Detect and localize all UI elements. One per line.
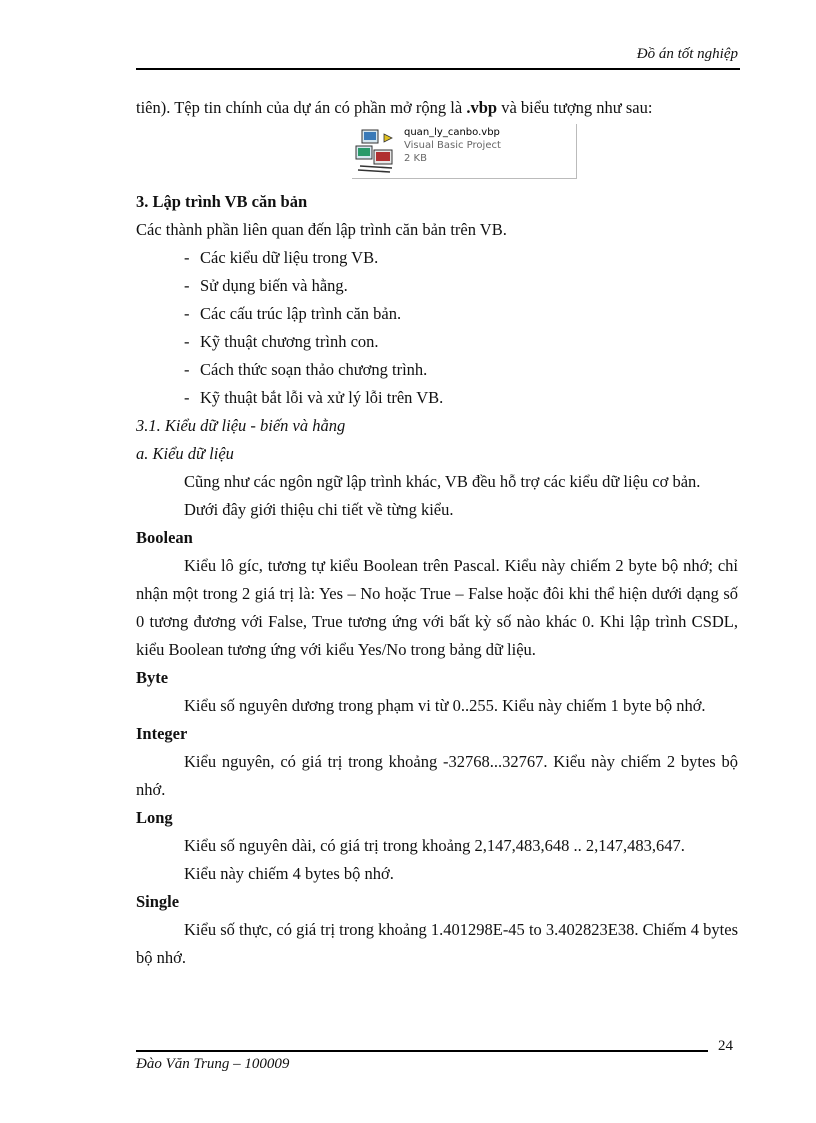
- list-item: - Sử dụng biến và hằng.: [184, 276, 348, 295]
- type-boolean-heading: Boolean: [136, 528, 193, 547]
- figure-container: [136, 122, 738, 184]
- type-long-description-2: Kiểu này chiếm 4 bytes bộ nhớ.: [184, 864, 394, 883]
- vbp-extension: .vbp: [466, 98, 498, 117]
- section-3-list: [136, 244, 738, 412]
- list-item: - Các cấu trúc lập trình căn bản.: [184, 304, 402, 323]
- intro-text: tiên). Tệp tin chính của dự án có phần mở rộng là: [136, 98, 467, 117]
- type-boolean-description: Kiểu lô gíc, tương tự kiểu Boolean trên Pascal. Kiểu này chiếm 2 byte bộ nhớ; chỉ nhận một trong 2 giá trị là: Yes – No hoặc True – False hoặc đôi khi thể hiện dưới dạng số 0 tương đương với False, True tương ứng với bất kỳ số nào khác 0. Khi lập trình CSDL, kiểu Boolean tương ứng với kiểu Yes/No trong bảng dữ liệu.: [136, 556, 738, 659]
- list-item: - Kỹ thuật chương trình con.: [184, 332, 379, 351]
- type-integer-heading: Integer: [136, 724, 188, 743]
- vbp-file-figure: [352, 124, 577, 179]
- footer-divider: [136, 1050, 708, 1052]
- list-item: - Các kiểu dữ liệu trong VB.: [184, 248, 379, 267]
- data-types-paragraph-2: Dưới đây giới thiệu chi tiết về từng kiểu.: [184, 500, 454, 519]
- figure-filesize: 2 KB: [404, 153, 427, 164]
- subsection-a-title: a. Kiểu dữ liệu: [136, 444, 234, 463]
- page-number: 24: [718, 1038, 733, 1054]
- type-long-description-1: Kiểu số nguyên dài, có giá trị trong khoảng 2,147,483,648 .. 2,147,483,647.: [184, 836, 685, 855]
- type-single-description: Kiểu số thực, có giá trị trong khoảng 1.401298E-45 to 3.402823E38. Chiếm 4 bytes bộ nhớ.: [136, 920, 738, 967]
- visual-basic-project-icon: [354, 128, 398, 174]
- page-content: [136, 94, 738, 972]
- section-3-intro: Các thành phần liên quan đến lập trình căn bản trên VB.: [136, 220, 507, 239]
- type-long-heading: Long: [136, 808, 173, 827]
- section-3-1-title: 3.1. Kiểu dữ liệu - biến và hằng: [136, 416, 346, 435]
- header-divider: [136, 68, 740, 70]
- footer-author: Đào Văn Trung – 100009: [136, 1056, 290, 1072]
- page-header-title: Đồ án tốt nghiệp: [636, 46, 738, 62]
- type-byte-heading: Byte: [136, 668, 169, 687]
- data-types-paragraph-1: Cũng như các ngôn ngữ lập trình khác, VB đều hỗ trợ các kiểu dữ liệu cơ bản.: [184, 472, 701, 491]
- type-byte-description: Kiểu số nguyên dương trong phạm vi từ 0..255. Kiểu này chiếm 1 byte bộ nhớ.: [184, 696, 706, 715]
- list-item: - Cách thức soạn thảo chương trình.: [184, 360, 428, 379]
- intro-paragraph: [136, 94, 738, 122]
- figure-filetype: Visual Basic Project: [404, 140, 501, 151]
- section-3-title: 3. Lập trình VB căn bản: [136, 192, 308, 211]
- type-single-heading: Single: [136, 892, 180, 911]
- list-item: - Kỹ thuật bắt lỗi và xử lý lỗi trên VB.: [184, 388, 444, 407]
- figure-filename: quan_ly_canbo.vbp: [404, 127, 500, 138]
- intro-text-end: và biểu tượng như sau:: [497, 98, 653, 117]
- type-integer-description: Kiểu nguyên, có giá trị trong khoảng -32768...32767. Kiểu này chiếm 2 bytes bộ nhớ.: [136, 752, 738, 799]
